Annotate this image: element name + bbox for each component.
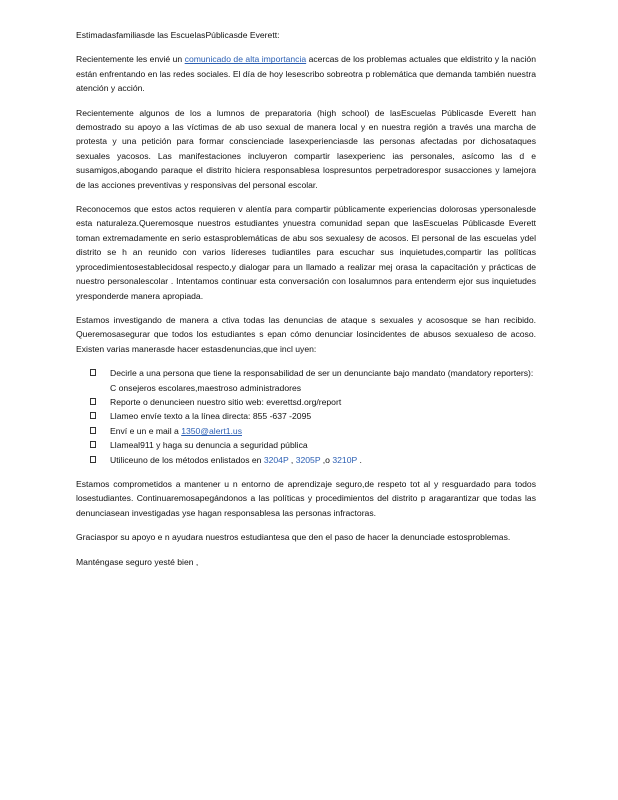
list-item <box>76 438 536 452</box>
list-separator: ,o <box>320 454 333 465</box>
alert-communication-link[interactable]: comunicado de alta importancia <box>184 54 307 65</box>
checkbox-bullet-icon <box>90 441 96 448</box>
list-item <box>76 409 536 423</box>
list-item-text: Decirle a una persona que tiene la responsabilidad de ser un denunciante bajo mandato (mandatory reporters): C onsejeros escolares,maestroso administradores <box>110 368 534 393</box>
paragraph-acknowledgement: Reconocemos que estos actos requieren v alentía para compartir públicamente experiencias dolorosas ypersonalesde esta naturaleza.Queremosque nuestros estudiantes ynuestra comunidad sepan que lasEscuelas Públicasde Everett toman extremadamente en serio estasproblemáticas de abu sos sexualesy de acosos. El personal de las escuelas ydel distrito se h an reunido con varios lídereses tudiantiles para escuchar sus inquietudes,compartir las políticas yprocedimientosestablecidosal respecto,y dialogar para un llamado a realizar mej orasa la capacitación y prácticas de nuestro personalescolar . Intentamos continuar esta conversación con losalumnos para entenderm ejor sus inquietudes yresponderde manera apropiada. <box>76 204 536 301</box>
salutation: Estimadasfamiliasde las EscuelasPúblicasde Everett: <box>76 30 280 40</box>
closing-line: Manténgase seguro yesté bien , <box>76 556 199 567</box>
policy-3210p-link[interactable]: 3210P <box>332 454 358 465</box>
list-item <box>76 366 536 395</box>
letter-body <box>76 28 536 579</box>
paragraph-intro-text-after: acercas de los problemas actuales que eldistrito y la nación están enfrentando en las redes sociales. El día de hoy lesescribo sobreotra p roblemática que demanda también nuestra atención y acción. <box>76 54 536 94</box>
checkbox-bullet-icon <box>90 369 96 376</box>
checkbox-bullet-icon <box>90 412 96 419</box>
reporting-options-list <box>76 366 536 467</box>
paragraph-commitment: Estamos comprometidos a mantener u n entorno de aprendizaje seguro,de respeto tot al y resguardado para todos losestudiantes. Continuaremosapegándonos a las políticas y procedimientos del distrito p aragarantizar que todas las denunciasean investigadas yse hagan responsablesa las personas infractoras. <box>76 478 536 518</box>
list-item-text: Reporte o denuncieen nuestro sitio web: everettsd.org/report <box>110 396 342 407</box>
list-separator: , <box>288 454 296 465</box>
policy-3205p-link[interactable]: 3205P <box>295 454 321 465</box>
email-link[interactable]: 1350@alert1.us <box>181 425 242 436</box>
paragraph-intro-text-before: Recientemente les envié un <box>76 54 185 65</box>
policy-3204p-link[interactable]: 3204P <box>263 454 289 465</box>
checkbox-bullet-icon <box>90 456 96 463</box>
checkbox-bullet-icon <box>90 398 96 405</box>
paragraph-student-protest: Recientemente algunos de los a lumnos de preparatoria (high school) de lasEscuelas Públicasde Everett han demostrado su apoyo a las víctimas de ab uso sexual de manera local y en nuestra región a través una marcha de protesta y una petición para formar conscienciade lasexperienciasde las personas afectadas por dichosataques sexuales yacosos. Las manifestaciones incluyeron compartir lasexperienc ias personales, asícomo las d e susamigos,abogando paraque el distrito hiciera responsablesa lospresuntos perpetradorespor susacciones y lamejora de las acciones preventivas y responsivas del personal escolar. <box>76 107 536 190</box>
list-item <box>76 453 536 467</box>
paragraph-intro <box>76 52 536 95</box>
list-item-end: . <box>357 454 362 465</box>
checkbox-bullet-icon <box>90 427 96 434</box>
paragraph-thanks: Graciaspor su apoyo e n ayudara nuestros estudiantesa que den el paso de hacer la denunciade estosproblemas. <box>76 532 511 543</box>
list-item-text: Llameo envíe texto a la línea directa: 855 -637 -2095 <box>110 411 312 422</box>
list-item-text: Utiliceuno de los métodos enlistados en <box>110 454 264 465</box>
list-item-text: Llameal911 y haga su denuncia a seguridad pública <box>110 440 308 451</box>
list-item-text: Enví e un e mail a <box>110 425 182 436</box>
paragraph-investigation: Estamos investigando de manera a ctiva todas las denuncias de ataque s sexuales y acososque se han recibido. Queremosasegurar que todos los estudiantes s epan cómo denunciar losincidentes de abusos sexualeso de acoso. Existen varias manerasde hacer estasdenuncias,que incl uyen: <box>76 314 536 354</box>
list-item <box>76 395 536 409</box>
list-item <box>76 424 536 438</box>
